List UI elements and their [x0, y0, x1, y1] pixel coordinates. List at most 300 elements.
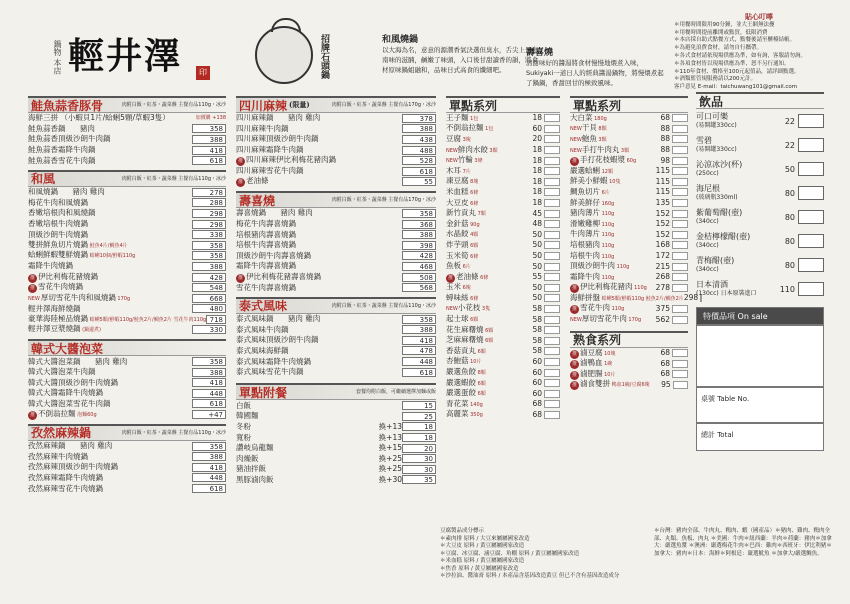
item-sub: 蛤蜊10個/鮮蝦110g: [88, 253, 136, 260]
qty-box[interactable]: [798, 186, 824, 200]
recommend-badge: 推: [571, 350, 577, 357]
special-area[interactable]: [696, 325, 824, 387]
item-price[interactable]: 50: [532, 293, 542, 303]
item-name: [446, 303, 520, 314]
menu-item: [446, 124, 560, 135]
item-price[interactable]: 152: [655, 229, 670, 239]
qty-box[interactable]: [544, 231, 560, 239]
drink-name: [696, 184, 778, 202]
item-price[interactable]: 115: [655, 187, 670, 197]
item-price[interactable]: 18: [532, 198, 542, 208]
item-price[interactable]: 618: [402, 167, 436, 176]
item-price[interactable]: 95: [661, 379, 671, 389]
item-sub: 8顆: [476, 370, 486, 377]
item-price[interactable]: 338: [192, 230, 226, 239]
item-label: 雙拼鮮魚切片燒鍋: [28, 239, 88, 249]
item-price[interactable]: 398: [402, 241, 436, 250]
qty-box[interactable]: [544, 400, 560, 408]
item-price[interactable]: 358: [192, 124, 226, 133]
menu-item: [236, 400, 436, 411]
item-price[interactable]: 388: [402, 325, 436, 334]
item-sub: 60g: [625, 158, 637, 165]
drink-item: [696, 133, 824, 157]
qty-box[interactable]: [544, 263, 560, 271]
qty-box[interactable]: [672, 135, 688, 143]
item-price[interactable]: 50: [532, 240, 542, 250]
item-label: 四川麻辣霜降牛肉鍋: [236, 145, 304, 155]
item-price[interactable]: 68: [660, 348, 670, 358]
menu-item: [570, 283, 688, 294]
menu-item: [28, 229, 226, 240]
qty-box[interactable]: [798, 282, 824, 296]
item-price[interactable]: 98: [660, 155, 670, 165]
item-price[interactable]: 278: [655, 282, 670, 292]
item-label: 新竹貢丸: [446, 208, 476, 218]
drink-label: 金桔檸檬醋(壺): [696, 232, 751, 241]
item-label: 凍豆腐: [446, 176, 469, 186]
item-exchange: 換+25: [378, 464, 402, 474]
item-price[interactable]: 278: [192, 188, 226, 197]
item-sub: 4顆: [468, 232, 479, 239]
item-price[interactable]: 448: [192, 473, 226, 482]
qty-box[interactable]: [544, 326, 560, 334]
item-label: 香嫩培根牛肉燒鍋: [28, 219, 88, 229]
menu-item: [570, 155, 688, 166]
item-sub: (鍋邊煮): [80, 327, 101, 334]
item-price[interactable]: 18: [402, 433, 436, 442]
qty-box[interactable]: [672, 370, 688, 378]
item-price[interactable]: 378: [402, 114, 436, 123]
item-variant: 豬肉 雞肉: [285, 314, 321, 324]
qty-box[interactable]: [544, 284, 560, 292]
item-name: [28, 250, 192, 261]
qty-box[interactable]: [544, 188, 560, 196]
item-price[interactable]: 448: [192, 389, 226, 398]
item-name: [236, 134, 402, 144]
intro-title: 和風燒鍋: [382, 35, 419, 45]
item-label: 厚切雪花牛肉: [581, 314, 627, 324]
drink-price: 22: [784, 140, 795, 150]
item-price[interactable]: 115: [655, 166, 670, 176]
qty-box[interactable]: [672, 210, 688, 218]
recommend-badge: 推: [571, 285, 577, 292]
item-price[interactable]: 388: [192, 262, 226, 271]
menu-item: [236, 367, 436, 378]
item-price[interactable]: 358: [402, 315, 436, 324]
section-note: 肉附白飯・紅茶・蔬菜盤 主餐有品110g・冰沙: [121, 429, 226, 436]
menu-item: [28, 377, 226, 388]
drink-name: [696, 256, 778, 274]
qty-box[interactable]: [544, 369, 560, 377]
item-sub: 鴨血1碗/豆腐6塊: [610, 382, 650, 389]
item-label: 蛤蜊鮮蝦雙鮮燒鍋: [28, 250, 88, 260]
extra-name: 海鮮三拼 （小蝦貝1片/蛤蜊5顆/草蝦3隻）: [28, 113, 170, 123]
qty-box[interactable]: [544, 125, 560, 133]
item-name: [446, 134, 520, 145]
item-price[interactable]: 60: [532, 388, 542, 398]
section-title: 單點系列: [573, 98, 622, 113]
qty-box[interactable]: [672, 316, 688, 324]
qty-box[interactable]: [672, 305, 688, 313]
qty-box[interactable]: [544, 273, 560, 281]
qty-box[interactable]: [798, 234, 824, 248]
menu-item: [28, 145, 226, 156]
qty-box[interactable]: [544, 252, 560, 260]
item-price[interactable]: 25: [402, 412, 436, 421]
item-price[interactable]: 268: [655, 272, 670, 282]
menu-item: [446, 325, 560, 336]
section-tag: (限量): [289, 100, 310, 109]
section-title: 單點附餐: [239, 385, 288, 400]
item-name: [446, 251, 520, 262]
qty-box[interactable]: [672, 263, 688, 271]
item-price[interactable]: 388: [192, 135, 226, 144]
menu-item: [570, 348, 688, 359]
item-label: 輕井澤海鮮燒鍋: [28, 303, 81, 313]
qty-box[interactable]: [672, 157, 688, 165]
item-price[interactable]: 152: [655, 219, 670, 229]
menu-item: [236, 282, 436, 293]
item-name: [570, 123, 648, 134]
item-price[interactable]: 488: [402, 146, 436, 155]
item-price[interactable]: 135: [655, 198, 670, 208]
item-price[interactable]: 20: [532, 134, 542, 144]
item-sub: 3隻: [480, 306, 491, 313]
item-sub: 1包: [468, 115, 479, 122]
menu-item: [446, 219, 560, 230]
item-sub: 3條: [472, 158, 483, 165]
menu-item: [446, 388, 560, 399]
item-price[interactable]: +47: [192, 410, 226, 419]
qty-box[interactable]: [672, 273, 688, 281]
item-price[interactable]: 50: [532, 282, 542, 292]
qty-box[interactable]: [672, 114, 688, 122]
item-name: [28, 219, 192, 229]
qty-box[interactable]: [544, 390, 560, 398]
qty-box[interactable]: [544, 294, 560, 302]
qty-box[interactable]: [544, 114, 560, 122]
item-label: 和風燒鍋: [28, 187, 58, 197]
item-price[interactable]: 68: [532, 409, 542, 419]
item-name: [236, 145, 402, 155]
item-price[interactable]: 618: [192, 399, 226, 408]
qty-box[interactable]: [798, 258, 824, 272]
item-name: [236, 113, 402, 123]
qty-box[interactable]: [672, 125, 688, 133]
item-label: 厚切雪花牛肉和風燒鍋: [40, 292, 116, 302]
item-label: 韓式大醬泡菜鍋: [28, 356, 81, 366]
menu-item: [570, 251, 688, 262]
item-label: 霜降牛肉壽喜燒鍋: [236, 261, 296, 271]
item-label: 炸芋頭: [446, 239, 469, 249]
qty-box[interactable]: [672, 241, 688, 249]
item-price[interactable]: 418: [192, 146, 226, 155]
qty-box[interactable]: [673, 381, 688, 389]
qty-box[interactable]: [672, 360, 688, 368]
item-price[interactable]: 478: [402, 346, 436, 355]
drink-label: 雪碧: [696, 136, 712, 145]
item-price[interactable]: 30: [402, 454, 436, 463]
table-no[interactable]: 桌號 Table No.: [696, 387, 824, 423]
section-header: [28, 339, 226, 356]
item-price[interactable]: 718: [206, 315, 226, 324]
item-label: 讚岐烏龍麵: [236, 443, 274, 453]
item-price[interactable]: 60: [532, 367, 542, 377]
item-price[interactable]: 115: [655, 176, 670, 186]
item-price[interactable]: 618: [192, 156, 226, 165]
item-price[interactable]: 330: [192, 325, 226, 334]
item-price[interactable]: 358: [192, 357, 226, 366]
menu-item: [446, 378, 560, 389]
item-price[interactable]: 88: [660, 123, 670, 133]
item-price[interactable]: 60: [532, 378, 542, 388]
item-sub: 6塊: [461, 285, 471, 292]
qty-box[interactable]: [672, 284, 688, 292]
notice-title: 貼心叮嚀: [745, 13, 773, 21]
item-price[interactable]: 68: [660, 369, 670, 379]
menu-item: [446, 134, 560, 145]
item-price[interactable]: 58: [532, 346, 542, 356]
qty-box[interactable]: [544, 241, 560, 249]
item-price[interactable]: 375: [655, 303, 670, 313]
item-price[interactable]: 368: [402, 220, 436, 229]
item-price[interactable]: 668: [192, 294, 226, 303]
item-price[interactable]: 548: [192, 283, 226, 292]
item-label: 竹輪: [457, 155, 473, 165]
item-label: 伊比利梅花豬燒鍋: [38, 271, 98, 281]
qty-box[interactable]: [544, 411, 560, 419]
item-price[interactable]: 55: [402, 177, 436, 186]
item-price[interactable]: 18: [532, 145, 542, 155]
item-price[interactable]: 50: [532, 251, 542, 261]
item-sub: 蛤蜊5顆/鮮蝦110g 鮭魚2片/鯛魚2片: [600, 295, 684, 302]
drink-price: 80: [784, 236, 795, 246]
item-price[interactable]: 68: [660, 358, 670, 368]
item-label: 不倒翁拉麵: [446, 123, 484, 133]
drink-sub: (玻璃瓶330ml): [696, 194, 738, 201]
item-label: 頂級沙朗牛肉壽喜燒鍋: [236, 250, 311, 260]
menu-item: [236, 134, 436, 145]
section-header: [28, 96, 226, 113]
recommend-badge: 推: [237, 179, 243, 186]
item-price[interactable]: 60: [532, 123, 542, 133]
qty-box[interactable]: [798, 210, 824, 224]
item-price[interactable]: 298: [683, 293, 699, 303]
item-label: 鮮美小鮮蝦: [570, 176, 608, 186]
qty-box[interactable]: [544, 135, 560, 143]
menu-item: [28, 304, 226, 315]
item-price[interactable]: 215: [655, 261, 670, 271]
item-label: 嚴選蛋餃: [446, 388, 476, 398]
item-label: 培根牛肉: [570, 250, 600, 260]
item-price[interactable]: 428: [402, 251, 436, 260]
menu-item: [446, 367, 560, 378]
qty-box[interactable]: [544, 178, 560, 186]
item-sub: 3塊: [461, 136, 471, 143]
item-price[interactable]: 88: [660, 145, 670, 155]
intro-text: 清甜味好的醬湯將食材慢慢地煨煮入味，Sukiyaki一道日人的經典醬湯鍋物，將慢煨煮起了鍋鍋，香甜回甘的極致風味。: [526, 59, 664, 87]
qty-box[interactable]: [672, 199, 688, 207]
item-price[interactable]: 48: [532, 219, 542, 229]
qty-box[interactable]: [544, 199, 560, 207]
item-price[interactable]: 20: [402, 444, 436, 453]
qty-box[interactable]: [798, 114, 824, 128]
item-price[interactable]: 58: [532, 314, 542, 324]
item-name: [570, 358, 648, 369]
item-price[interactable]: 18: [532, 187, 542, 197]
item-label: 牛肉薄片: [570, 229, 600, 239]
qty-box[interactable]: [544, 358, 560, 366]
item-price[interactable]: 68: [532, 399, 542, 409]
item-price[interactable]: 480: [192, 304, 226, 313]
item-name: [446, 367, 520, 378]
item-name: [236, 401, 402, 411]
item-price[interactable]: 388: [192, 452, 226, 461]
qty-box[interactable]: [544, 220, 560, 228]
qty-box[interactable]: [544, 347, 560, 355]
item-price[interactable]: 58: [532, 303, 542, 313]
item-price[interactable]: 568: [402, 283, 436, 292]
origin-row: ＊米血糕 原料 / 黃豆屬屬國家改造: [440, 558, 525, 564]
item-label: 手打花枝蝦漿: [580, 155, 625, 165]
qty-box[interactable]: [544, 210, 560, 218]
item-price[interactable]: 618: [402, 368, 436, 377]
item-price[interactable]: 45: [532, 208, 542, 218]
item-label: 金針菇: [446, 218, 469, 228]
item-price[interactable]: 468: [402, 262, 436, 271]
notice-line: ＊為避免浪費食材，請勿自行攜帶。: [674, 45, 763, 52]
item-price[interactable]: 18: [402, 422, 436, 431]
menu-item: [28, 462, 226, 473]
item-label: 蟳味絲: [446, 292, 469, 302]
qty-box[interactable]: [672, 349, 688, 357]
qty-box[interactable]: [672, 188, 688, 196]
item-price[interactable]: 448: [402, 357, 436, 366]
item-price[interactable]: 88: [660, 134, 670, 144]
drink-item: [696, 181, 824, 205]
item-price[interactable]: 298: [192, 220, 226, 229]
item-price[interactable]: 358: [192, 442, 226, 451]
item-price[interactable]: 358: [402, 209, 436, 218]
item-name: [570, 229, 648, 240]
item-sub: 110g: [600, 232, 615, 239]
menu-item: [446, 230, 560, 241]
item-label: 四川麻辣頂級沙朗牛肉鍋: [236, 134, 319, 144]
item-price[interactable]: 172: [655, 251, 670, 261]
item-price[interactable]: 562: [655, 314, 670, 324]
qty-box[interactable]: [672, 252, 688, 260]
item-price[interactable]: 418: [402, 336, 436, 345]
item-name: [28, 378, 192, 388]
item-price[interactable]: 418: [192, 378, 226, 387]
item-name: [236, 219, 402, 229]
item-sub: 6顆: [476, 380, 486, 387]
item-label: 干貝: [581, 123, 597, 133]
total-field[interactable]: 總計 Total: [696, 423, 824, 451]
qty-box[interactable]: [672, 146, 688, 154]
item-sub: 110g: [615, 264, 630, 271]
item-sub: 6片: [461, 264, 471, 271]
menu-item: [446, 410, 560, 421]
qty-box[interactable]: [544, 305, 560, 313]
qty-box[interactable]: [544, 316, 560, 324]
item-price[interactable]: 152: [655, 208, 670, 218]
item-price[interactable]: 168: [655, 240, 670, 250]
qty-box[interactable]: [544, 157, 560, 165]
item-price[interactable]: 358: [192, 251, 226, 260]
item-price[interactable]: 388: [402, 230, 436, 239]
item-price[interactable]: 298: [192, 209, 226, 218]
item-name: [446, 409, 520, 420]
item-name: [570, 176, 648, 187]
item-price[interactable]: 30: [402, 465, 436, 474]
item-price[interactable]: 50: [532, 229, 542, 239]
item-price[interactable]: 55: [532, 272, 542, 282]
item-price[interactable]: 18: [532, 166, 542, 176]
item-name: [28, 198, 192, 208]
qty-box[interactable]: [672, 167, 688, 175]
menu-item: [570, 177, 688, 188]
menu-item: [446, 283, 560, 294]
item-price[interactable]: 508: [402, 273, 436, 282]
item-name: [446, 335, 520, 346]
item-price[interactable]: 428: [192, 273, 226, 282]
origin-row: ＊豆腐、冰豆腐、滷豆腐、角棚 原料 / 黃豆屬屬國家改造: [440, 550, 580, 557]
item-sub: 1包: [483, 126, 494, 133]
qty-box[interactable]: [544, 146, 560, 154]
item-sub: 8顆: [596, 126, 607, 133]
item-price[interactable]: 58: [532, 335, 542, 345]
item-label: 霜降牛肉: [570, 271, 600, 281]
qty-box[interactable]: [544, 167, 560, 175]
item-price[interactable]: 50: [532, 261, 542, 271]
item-price[interactable]: 358: [192, 241, 226, 250]
qty-box[interactable]: [798, 138, 824, 152]
qty-box[interactable]: [672, 178, 688, 186]
item-price[interactable]: 18: [532, 113, 542, 123]
qty-box[interactable]: [672, 220, 688, 228]
qty-box[interactable]: [544, 379, 560, 387]
item-price[interactable]: 438: [402, 135, 436, 144]
item-price[interactable]: 35: [402, 475, 436, 484]
notice-line: ＊各式食材請依現場供應為準，如有詢，客服請勿詢。: [674, 52, 807, 59]
item-sub: 10片: [468, 359, 482, 366]
item-price[interactable]: 618: [192, 484, 226, 493]
recommend-badge: 推: [29, 412, 35, 419]
item-name: [570, 240, 648, 251]
item-price[interactable]: 528: [402, 156, 436, 165]
item-price[interactable]: 18: [532, 155, 542, 165]
item-price[interactable]: 18: [532, 176, 542, 186]
qty-box[interactable]: [544, 337, 560, 345]
qty-box[interactable]: [798, 162, 824, 176]
item-price[interactable]: 418: [192, 463, 226, 472]
origin-row: ＊沙拉油、醬油膏 原料 / 本產品含基因改造黃豆 但已不含有基因改造成分: [440, 573, 620, 579]
item-price[interactable]: 60: [532, 356, 542, 366]
item-sub: 10隻: [607, 179, 621, 186]
qty-box[interactable]: [672, 231, 688, 239]
notice-line: ＊酒類監管規服務請以200元計。: [674, 76, 756, 83]
item-price[interactable]: 68: [660, 113, 670, 123]
item-label: 泰式風味霜降牛肉燒鍋: [236, 356, 311, 366]
item-price[interactable]: 15: [402, 401, 436, 410]
item-price[interactable]: 388: [192, 368, 226, 377]
item-price[interactable]: 58: [532, 325, 542, 335]
item-price[interactable]: 388: [402, 124, 436, 133]
item-name: [28, 304, 192, 314]
item-price[interactable]: 288: [192, 198, 226, 207]
brand-sub: 鍋物 本店: [53, 40, 62, 75]
